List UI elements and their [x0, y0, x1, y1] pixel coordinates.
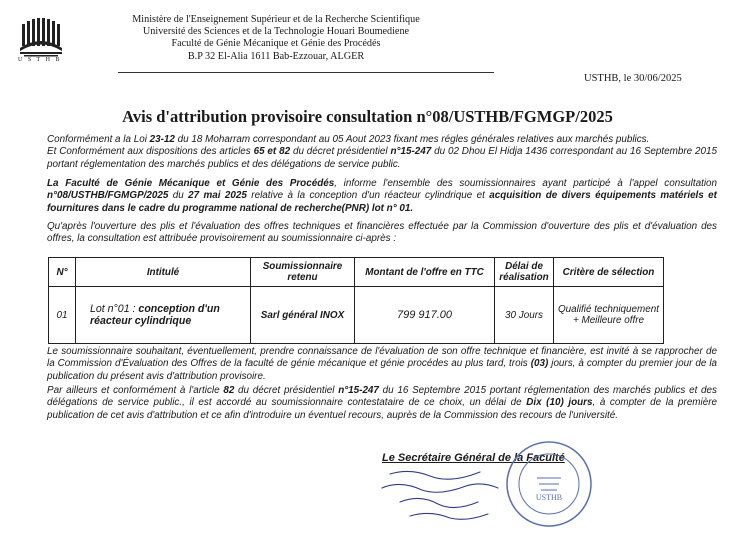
usthb-logo: [16, 14, 66, 62]
header-address: B.P 32 El-Alia 1611 Bab-Ezzouar, ALGER: [187, 50, 365, 62]
header-faculty: Faculté de Génie Mécanique et Génie des Procédés: [171, 38, 381, 50]
col-header-delay: Délai de réalisation: [495, 258, 554, 287]
paragraph-evaluation: Qu'après l'ouverture des plis et l'évaluation des offres techniques et financières effectuée par la Commission d'ouverture des plis et d'évaluation des offres, la consultation est attribuée provisoirement au soumissionnaire ci-après :: [47, 221, 717, 245]
date-line: USTHB, le 30/06/2025: [584, 73, 682, 84]
cell-title: Lot n°01 : conception d'un réacteur cylindrique: [76, 287, 251, 344]
col-header-bidder: Soumissionnaire retenu: [251, 258, 355, 287]
header-divider: [118, 72, 494, 73]
document-title: Avis d'attribution provisoire consultation n°08/USTHB/FGMGP/2025: [122, 107, 613, 126]
paragraph-legal-basis: Conformément a la Loi 23-12 du 18 Moharram correspondant au 05 Aout 2023 fixant mes régles générales relatives aux marchés publics. Et Conformément aux dispositions des articles 65 et 82 du décret présidentiel n°15-247 du 02 Dhou El Hidja 1436 correspondant au 16 Septembre 2015 portant réglementation des marchés publics et des délégations de service public.: [47, 134, 717, 170]
cell-criteria: Qualifié techniquement + Meilleure offre: [554, 287, 664, 344]
cell-amount: 799 917.00: [355, 287, 495, 344]
header-university: Université des Sciences et de la Technologie Houari Boumediene: [142, 26, 410, 38]
paragraph-consultation-rights: Le soumissionnaire souhaitant, éventuellement, prendre connaissance de l'évaluation de son offre technique et financière, est invité à se rapprocher de la Commission d'Évaluation des Offres de la faculté de génie mécanique et génie procédes au plus tard, trois (03) jours, à compter du premier jour de la publication du présent avis d'attribution provisoire.: [47, 346, 718, 382]
table-header-row: [49, 258, 664, 287]
signatory-title: Le Secrétaire Général de la Faculté: [382, 452, 565, 464]
paragraph-announcement: La Faculté de Génie Mécanique et Génie des Procédés, informe l'ensemble des soumissionnaires ayant participé à l'appel consultation n°08/USTHB/FGMGP/2025 du 27 mai 2025 relative à la conception d'un réacteur cylindrique et acquisition de divers équipements matériels et fournitures dans le cadre du programme national de recherche(PNR) lot n° 01.: [47, 178, 718, 214]
col-header-criteria: Critère de sélection: [554, 258, 664, 287]
table-row: [49, 287, 664, 344]
paragraph-appeal: Par ailleurs et conformément à l'article 82 du décret présidentiel n°15-247 du 16 Septembre 2015 portant réglementation des marchés publics et des délégations de service public., il est accordé au soumissionnaire contestataire de ce choix, un délai de Dix (10) jours, à compter de la première publication de cet avis d'attribution et ce afin d'introduire un éventuel recours, auprès de la Commission des recours de l'université.: [47, 385, 718, 421]
official-stamp: [505, 440, 593, 528]
cell-delay: 30 Jours: [495, 287, 554, 344]
col-header-number: N°: [49, 258, 76, 287]
header-ministry: Ministère de l'Enseignement Supérieur et de la Recherche Scientifique: [132, 14, 420, 25]
attribution-table: [48, 257, 664, 344]
stamp-text: USTHB: [535, 493, 563, 502]
institution-header: [96, 14, 456, 63]
cell-bidder: Sarl général INOX: [251, 287, 355, 344]
col-header-title: Intitulé: [76, 258, 251, 287]
cell-number: 01: [49, 287, 76, 344]
col-header-amount: Montant de l'offre en TTC: [355, 258, 495, 287]
logo-text: U S T H B: [18, 57, 62, 63]
handwritten-signature: [370, 466, 505, 526]
